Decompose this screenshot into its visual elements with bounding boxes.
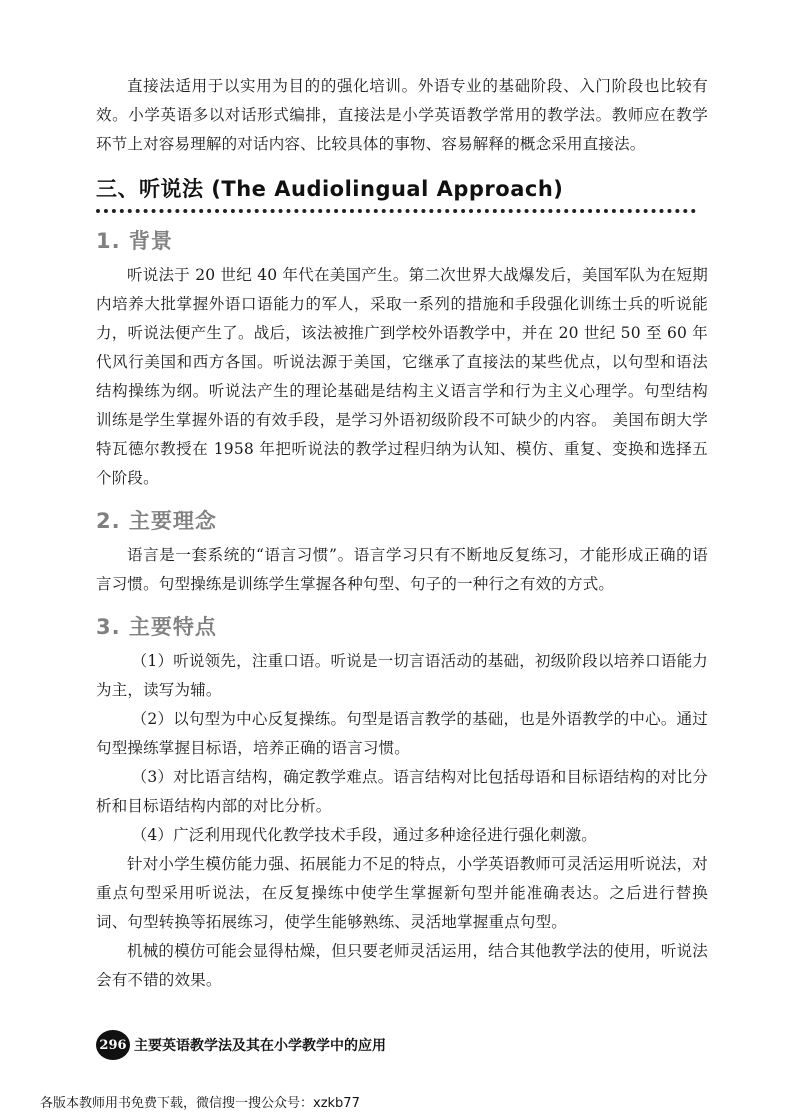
closing-paragraph: 针对小学生模仿能力强、拓展能力不足的特点，小学英语教师可灵活运用听说法，对重点句型采用听说法，在反复操练中使学生掌握新句型并能准确表达。之后进行替换词、句型转换等拓展练习，使学生能够熟练、灵活地掌握重点句型。 <box>96 855 708 931</box>
subsection-title-main-concept: 2. 主要理念 <box>96 509 217 533</box>
closing-paragraph: 机械的模仿可能会显得枯燥，但只要老师灵活运用，结合其他教学法的使用，听说法会有不错的效果。 <box>96 942 708 989</box>
subsection-title-main-features: 3. 主要特点 <box>96 615 217 639</box>
feature-item: （4）广泛利用现代化教学技术手段，通过多种途径进行强化刺激。 <box>131 826 598 844</box>
running-footer-title: 主要英语教学法及其在小学教学中的应用 <box>134 1038 386 1054</box>
feature-item: （3）对比语言结构，确定教学难点。语言结构对比包括母语和目标语结构的对比分析和目标语结构内部的对比分析。 <box>96 768 708 815</box>
section-title: 三、听说法 (The Audiolingual Approach) <box>96 173 696 213</box>
intro-paragraph: 直接法适用于以实用为目的的强化培训。外语专业的基础阶段、入门阶段也比较有效。小学英语多以对话形式编排，直接法是小学英语教学常用的教学法。教师应在教学环节上对容易理解的对话内容、比较具体的事物、容易解释的概念采用直接法。 <box>96 77 708 153</box>
watermark-text: 各版本教师用书免费下载，微信搜一搜公众号：xzkb77 <box>40 1096 360 1111</box>
page-number-badge: 296 <box>96 1030 130 1060</box>
main-concept-paragraph: 语言是一套系统的“语言习惯”。语言学习只有不断地反复练习，才能形成正确的语言习惯。句型操练是训练学生掌握各种句型、句子的一种行之有效的方式。 <box>96 546 708 593</box>
subsection-title-background: 1. 背景 <box>96 229 173 253</box>
background-paragraph: 听说法于 20 世纪 40 年代在美国产生。第二次世界大战爆发后，美国军队为在短期内培养大批掌握外语口语能力的军人，采取一系列的措施和手段强化训练士兵的听说能力，听说法便产生了。战后，该法被推广到学校外语教学中，并在 20 世纪 50 至 60 年代风行美国和西方各国。听说法源于美国，它继承了直接法的某些优点，以句型和语法结构操练为纲。听说法产生的理论基础是结构主义语言学和行为主义心理学。句型结构训练是学生掌握外语的有效手段，是学习外语初级阶段不可缺少的内容。 美国布朗大学特瓦德尔教授在 1958 年把听说法的教学过程归纳为认知、模仿、重复、变换和选择五个阶段。 <box>96 266 708 487</box>
page-body <box>96 72 708 995</box>
feature-item: （2）以句型为中心反复操练。句型是语言教学的基础，也是外语教学的中心。通过句型操练掌握目标语，培养正确的语言习惯。 <box>96 710 708 757</box>
feature-item: （1）听说领先，注重口语。听说是一切言语活动的基础，初级阶段以培养口语能力为主，读写为辅。 <box>96 652 708 699</box>
page-footer <box>96 1030 386 1060</box>
